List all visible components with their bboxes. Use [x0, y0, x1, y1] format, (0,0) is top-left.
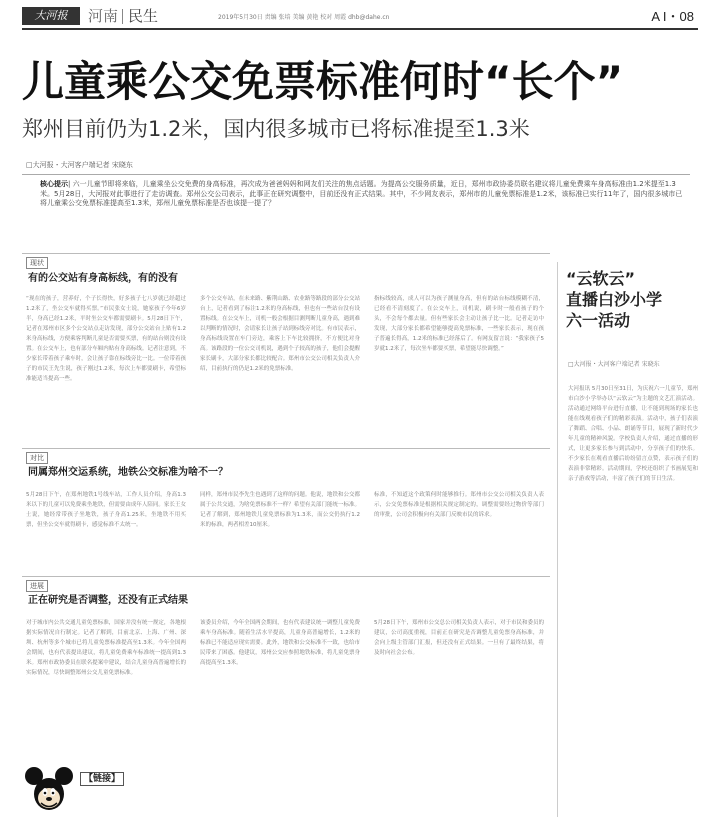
section-heading: 正在研究是否调整，还没有正式结果 [28, 595, 188, 606]
intro-label: 核心提示 [40, 180, 68, 188]
page-number: A I・08 [651, 9, 694, 24]
article-column: 多个公交车站，在未来路、紫荆山路、农业路等路段的部分公交站台上，记者看到了标注1.2米的身高标线，但也有一些站台没有设置标线。在公交车上，司机一般会根据目测判断儿童身高，遇到难以判断的情况时，会请家长让孩子站到标线旁对比。有市民表示，身高标线设置在车门旁边，乘客上下车比较拥挤，不方便比对身高。该路段的一位公交司机说，遇到个子较高的孩子，他们会提醒家长刷卡，大部分家长都比较配合。郑州市公交公司相关负责人介绍，目前执行的仍是1.2米的免票标准。 [200, 296, 360, 372]
sidebar-headline-line: “云软云” [566, 269, 636, 288]
article-column: 标准，不知道这个政策何时能够推行。郑州市公交公司相关负责人表示，公交免票标准是根据相关规定制定的，调整需要经过物价等部门的审批，公司会积极向有关部门反映市民的诉求。 [374, 492, 544, 518]
sidebar-headline [566, 268, 702, 331]
article-column: 同样，郑州市民李先生也遇到了这样的问题。他说，地铁和公交都属于公共交通，为啥免票标准不一样？希望有关部门能统一标准。记者了解到，郑州地铁儿童免票标准为1.3米，而公交仍执行1.2米的标准，两者相差10厘米。 [200, 492, 360, 528]
divider [557, 262, 558, 817]
link-tag: 【链接】 [80, 772, 124, 786]
section-heading: 有的公交站有身高标线，有的没有 [28, 273, 178, 284]
page-title: 儿童乘公交免票标准何时“长个” [22, 57, 624, 106]
issue-meta: 2019年5月30日 责编 张培 美编 黄艳 校对 周霞 dhb@dahe.cn [218, 14, 390, 21]
article-column: 该委员介绍，今年全国两会期间，也有代表建议统一调整儿童免费乘车身高标准。随着生活水平提高，儿童身高普遍增长，1.2米的标准已不能适应现实需要。此外，地铁和公交标准不一致，也给市民带来了困惑。他建议，郑州公交应参照地铁标准，将儿童免票身高提高至1.3米。 [200, 620, 360, 666]
divider [22, 448, 550, 449]
mickey-mouse-icon [24, 764, 74, 820]
section-heading: 同属郑州交运系统，地铁公交标准为啥不一？ [28, 467, 228, 478]
article-column: 对于城市内公共交通儿童免票标准，国家并没有统一规定，各地根据实际情况自行制定。记者了解到，目前北京、上海、广州、深圳、杭州等多个城市已将儿童免票标准提高至1.3米。今年全国两会期间，也有代表提出建议，将儿童免费乘车标准统一提高到1.3米。郑州市政协委员在联名提案中建议，结合儿童身高普遍增长的实际情况，尽快调整郑州公交儿童免票标准。 [26, 620, 186, 676]
newspaper-logo: 大河报 [22, 7, 80, 25]
intro-text: | 六一儿童节即将来临，儿童乘坐公交免费的身高标准，再次成为爸爸妈妈和网友们关注的焦点话题。为提高公交服务质量，近日，郑州市政协委员联名建议将儿童免费乘车身高标准由1.2米提至1.3米。5月28日，大河报对此事进行了走访调查。郑州公交公司表示，此事正在研究调整中，目前还没有正式结果。其中，不少网友表示，郑州市的儿童免票标准是1.2米，该标准已实行11年了，国内很多城市已将儿童乘公交免票标准提高至1.3米，郑州儿童免票标准是否也该提一提了？ [40, 180, 683, 207]
divider [22, 576, 550, 577]
intro-paragraph [40, 180, 686, 238]
sidebar-body: 大河报讯 5月30日至31日，为庆祝六一儿童节，郑州市白沙小学举办以“云软云”为主题的文艺汇演活动。活动通过网络平台进行直播，让不能到现场的家长也能在线观看孩子们的精彩表演。活动中，孩子们表演了舞蹈、合唱、小品、朗诵等节目，展现了新时代少年儿童的精神风貌。学校负责人介绍，通过直播的形式，让更多家长参与到活动中，分享孩子们的快乐。不少家长在观看直播后纷纷留言点赞，表示孩子们的表演非常精彩。活动期间，学校还组织了书画展览和亲子游戏等活动，丰富了孩子们的节日生活。 [568, 386, 698, 482]
divider [22, 174, 690, 175]
masthead [22, 6, 698, 30]
section-tag: 进展 [26, 580, 48, 592]
article-column: 指标线较高，成人可以为孩子测量身高，但有的站台标线模糊不清，已经看不清刻度了。在公交车上，司机说，刷卡时一般看孩子的个头，不会每个都去量。但有些家长会主动让孩子比一比。记者走访中发现，大部分家长都希望能够提高免票标准，一些家长表示，现在孩子普遍长得高，1.2米的标准已经落后了。有网友留言说：“我家孩子5岁就1.2米了，每次坐车都要买票，希望能尽快调整。” [374, 296, 544, 352]
region-label: 河南 [88, 7, 119, 25]
subtitle: 郑州目前仍为1.2米，国内很多城市已将标准提至1.3米 [22, 117, 530, 141]
section-tag: 对比 [26, 452, 48, 464]
divider [122, 9, 123, 24]
article-column: “现在的孩子，营养好，个子长得快，好多孩子七八岁就已经超过1.2米了，坐公交车就得买票。”市民张女士说，她家孩子今年6岁半，身高已经1.2米，平时坐公交车都需要刷卡。5月28日下午，记者在郑州市区多个公交站点走访发现，部分公交站台上贴有1.2米身高标线，方便乘客判断儿童是否需要买票，有的站台则没有设置。在公交车上，也有部分车厢内贴有身高标线。记者注意到，不少家长带着孩子乘车时，会让孩子靠在标线旁比一比。一位带着孩子的市民王先生说，孩子刚过1.2米，每次上车都要刷卡，希望标准能适当提高一些。 [26, 296, 186, 382]
divider [22, 253, 550, 254]
article-column: 5月28日下午，在郑州地铁1号线车站，工作人员介绍，身高1.3米以下的儿童可以免费乘坐地铁，但需要由成年人陪同。家长王女士说，她经常带孩子坐地铁，孩子身高1.25米，坐地铁不用买票，但坐公交车就得刷卡，感觉标准不太统一。 [26, 492, 186, 528]
article-column: 5月28日下午，郑州市公交总公司相关负责人表示，对于市民和委员的建议，公司高度重视，目前正在研究是否调整儿童免票身高标准，并会向上级主管部门汇报，但还没有正式结果。一旦有了最终结果，将及时向社会公布。 [374, 620, 544, 656]
section-label: 民生 [128, 7, 159, 25]
sidebar-headline-line: 六一活动 [566, 311, 631, 330]
byline: □大河报・大河客户端记者 宋晓东 [26, 161, 133, 169]
section-tag: 现状 [26, 257, 48, 269]
sidebar-byline: □大河报・大河客户端记者 宋晓东 [568, 361, 660, 368]
sidebar-headline-line: 直播白沙小学 [566, 290, 663, 309]
